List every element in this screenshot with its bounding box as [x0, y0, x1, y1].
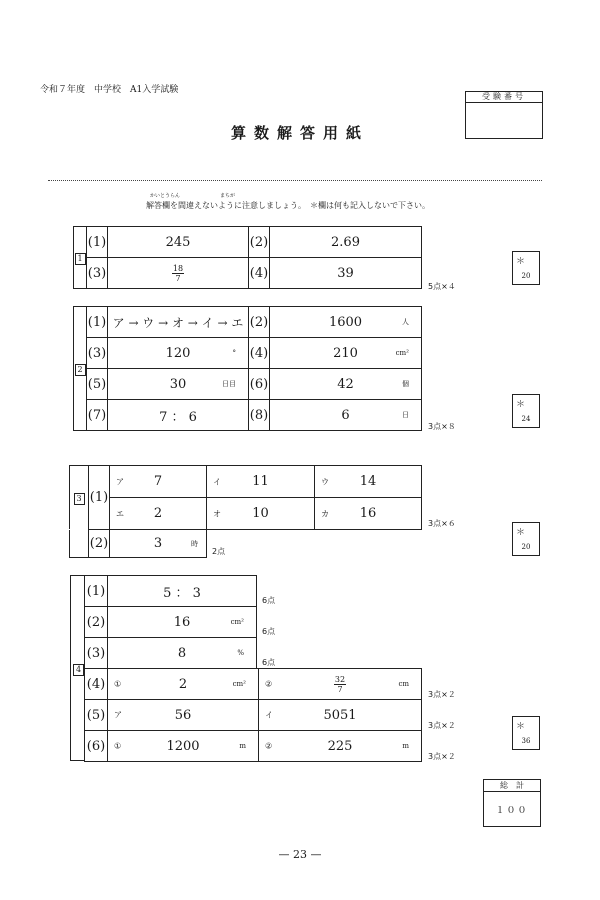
s2-q5-answer[interactable]: 30 日目	[108, 369, 249, 400]
s4-q3-num: (3)	[85, 638, 108, 669]
note-ruby-2: まちが	[220, 193, 236, 199]
s4-q5-answer-2[interactable]: イ 5051	[259, 700, 422, 731]
s2-q6-num: (6)	[249, 369, 270, 400]
page-title: 算数解答用紙	[230, 124, 369, 142]
s3-q1-e[interactable]: エ 2	[110, 498, 207, 530]
s4-q5-answer-1[interactable]: ア 56	[108, 700, 259, 731]
section2-points: 3点×８	[428, 422, 456, 431]
total-label: 総 計	[484, 780, 540, 792]
total-value: １００	[495, 806, 529, 816]
s2-q8-answer[interactable]: 6 日	[270, 400, 422, 431]
section3-number: 3	[70, 466, 89, 530]
instruction-note: 解答欄を間違えないように注意しましょう。 ＊欄は何も記入しないで下さい。	[146, 201, 430, 210]
page-number: — 23 —	[278, 848, 322, 861]
s4-q1-answer[interactable]: 5 ： 3	[108, 576, 257, 607]
s2-q5-num: (5)	[87, 369, 108, 400]
section3-table	[69, 465, 422, 530]
s3-q2-answer[interactable]: 3 時	[110, 530, 207, 558]
s1-q1-answer[interactable]: 245	[108, 227, 249, 258]
section2-number: 2	[74, 307, 87, 431]
s2-q1-num: (1)	[87, 307, 108, 338]
s2-q1-answer[interactable]: ア → ウ → オ → イ → エ	[108, 307, 249, 338]
s3-q1-ka[interactable]: カ 16	[315, 498, 422, 530]
section3-score-box: ＊ 20	[512, 522, 540, 556]
s1-q2-num: (2)	[249, 227, 270, 258]
s2-q6-answer[interactable]: 42 個	[270, 369, 422, 400]
section3-points-2: 2点	[212, 547, 226, 556]
section4-number-cell	[70, 575, 85, 761]
s1-q3-fraction: $\frac{18}{7}$	[172, 263, 184, 283]
note-ruby-1: かいとうらん	[150, 193, 181, 199]
s4-q6-num: (6)	[85, 731, 108, 762]
exam-label: 令和７年度 中学校 A1入学試験	[40, 85, 179, 95]
s1-q1-num: (1)	[87, 227, 108, 258]
section3-number-tail	[70, 530, 89, 558]
s2-q2-answer[interactable]: 1600 人	[270, 307, 422, 338]
s3-q1-o[interactable]: オ 10	[207, 498, 315, 530]
section1-score-box: ＊ 20	[512, 251, 540, 285]
s4-q6-answer-2[interactable]: ② 225 m	[259, 731, 422, 762]
s4-q6-points: 3点×２	[428, 752, 456, 761]
s4-q1-points: 6点	[262, 596, 276, 605]
s3-q1-a[interactable]: ア 7	[110, 466, 207, 498]
examinee-number-label: 受験番号	[466, 92, 542, 103]
section1-table	[73, 226, 422, 289]
section2-table	[73, 306, 422, 431]
s4-q3-points: 6点	[262, 658, 276, 667]
section4-lower-table	[84, 668, 422, 762]
section2-score-box: ＊ 24	[512, 394, 540, 428]
s4-q1-num: (1)	[85, 576, 108, 607]
s4-q4-fraction: $\frac{32}{7}$	[334, 674, 346, 694]
s3-q2-num: (2)	[89, 530, 110, 558]
s2-q2-num: (2)	[249, 307, 270, 338]
s1-q3-answer[interactable]	[108, 258, 249, 289]
s3-q1-u[interactable]: ウ 14	[315, 466, 422, 498]
s4-q5-num: (5)	[85, 700, 108, 731]
section3-points-1: 3点×６	[428, 519, 456, 528]
s4-q5-points: 3点×２	[428, 721, 456, 730]
section1-number: 1	[74, 227, 87, 289]
s4-q4-answer-1[interactable]: ① 2 cm²	[108, 669, 259, 700]
s1-q4-num: (4)	[249, 258, 270, 289]
s1-q2-answer[interactable]: 2.69	[270, 227, 422, 258]
section1-points: 5点×４	[428, 282, 456, 291]
s2-q7-answer[interactable]: 7 ： 6	[108, 400, 249, 431]
s3-q1-i[interactable]: イ 11	[207, 466, 315, 498]
section3-q2-table	[69, 529, 207, 558]
examinee-number-box[interactable]	[465, 91, 543, 139]
section4-score-box: ＊ 36	[512, 716, 540, 750]
s2-q8-num: (8)	[249, 400, 270, 431]
s4-q2-num: (2)	[85, 607, 108, 638]
divider	[48, 180, 542, 181]
s4-q2-answer[interactable]: 16 cm²	[108, 607, 257, 638]
s4-q6-answer-1[interactable]: ① 1200 m	[108, 731, 259, 762]
total-box	[483, 779, 541, 827]
s4-q4-answer-2[interactable]: ② $\frac{32}{7}$ cm	[259, 669, 422, 700]
s4-q2-points: 6点	[262, 627, 276, 636]
s2-q3-answer[interactable]: 120 °	[108, 338, 249, 369]
s1-q3-num: (3)	[87, 258, 108, 289]
s2-q3-num: (3)	[87, 338, 108, 369]
s4-q4-num: (4)	[85, 669, 108, 700]
s4-q3-answer[interactable]: 8 %	[108, 638, 257, 669]
s3-q1-num: (1)	[89, 466, 110, 530]
s4-q4-points: 3点×２	[428, 690, 456, 699]
s2-q7-num: (7)	[87, 400, 108, 431]
s2-q4-answer[interactable]: 210 cm²	[270, 338, 422, 369]
section4-number: 4	[73, 664, 84, 676]
s2-q4-num: (4)	[249, 338, 270, 369]
s1-q4-answer[interactable]: 39	[270, 258, 422, 289]
section4-upper-table	[84, 575, 257, 669]
